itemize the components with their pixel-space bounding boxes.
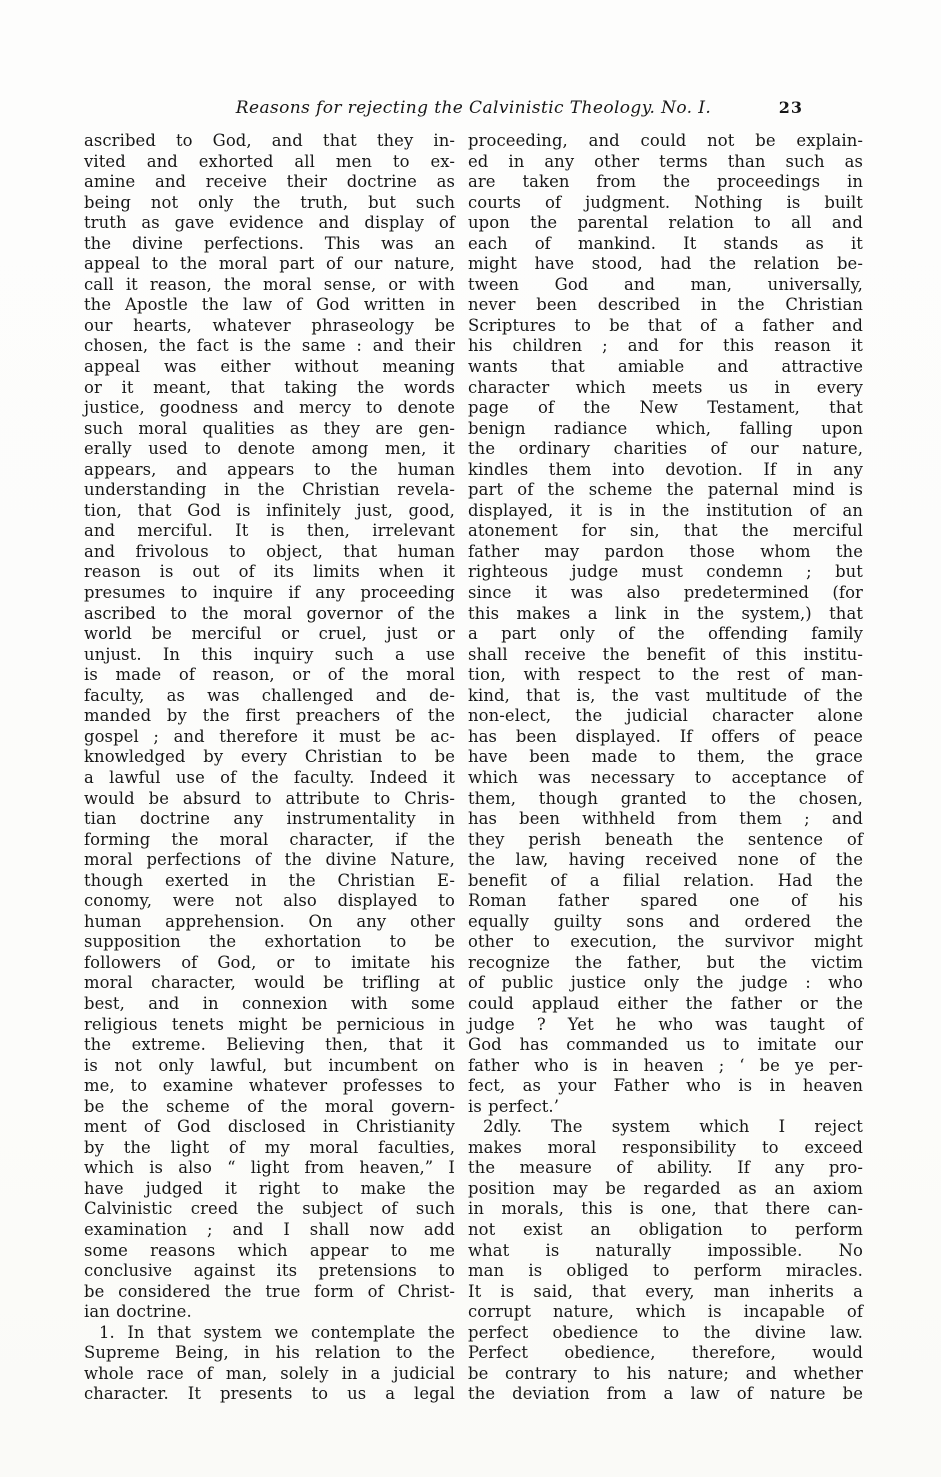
running-header	[84, 98, 863, 118]
text-line: world be merciful or cruel, just or	[84, 624, 455, 644]
text-line: character which meets us in every	[468, 377, 863, 397]
text-line: best, and in connexion with some	[84, 993, 455, 1013]
text-line: the Apostle the law of God written in	[84, 295, 455, 315]
text-line: each of mankind. It stands as it	[468, 233, 863, 253]
text-line: are taken from the proceedings in	[468, 172, 863, 192]
text-line: be contrary to his nature; and whether	[468, 1363, 863, 1383]
text-line: moral character, would be trifling at	[84, 973, 455, 993]
text-line: benefit of a filial relation. Had the	[468, 870, 863, 890]
text-line: appeal to the moral part of our nature,	[84, 254, 455, 274]
text-line: non-elect, the judicial character alone	[468, 706, 863, 726]
page-number: 23	[778, 98, 803, 117]
text-line: displayed, it is in the institution of an	[468, 500, 863, 520]
text-line: tion, that God is infinitely just, good,	[84, 500, 455, 520]
text-line: is made of reason, or of the moral	[84, 665, 455, 685]
text-line: the measure of ability. If any pro-	[468, 1158, 863, 1178]
text-line: recognize the father, but the victim	[468, 952, 863, 972]
text-line: page of the New Testament, that	[468, 398, 863, 418]
text-line: truth as gave evidence and display of	[84, 213, 455, 233]
text-line: corrupt nature, which is incapable of	[468, 1302, 863, 1322]
text-line: vited and exhorted all men to ex-	[84, 151, 455, 171]
text-line: knowledged by every Christian to be	[84, 747, 455, 767]
text-column-left	[84, 131, 455, 1405]
text-line: the divine perfections. This was an	[84, 233, 455, 253]
text-line: forming the moral character, if the	[84, 829, 455, 849]
text-line: reason is out of its limits when it	[84, 562, 455, 582]
text-line: is not only lawful, but incumbent on	[84, 1055, 455, 1075]
text-line: Scriptures to be that of a father and	[468, 315, 863, 335]
text-line: examination ; and I shall now add	[84, 1219, 455, 1239]
text-line: be the scheme of the moral govern-	[84, 1096, 455, 1116]
text-line: human apprehension. On any other	[84, 911, 455, 931]
text-line: religious tenets might be pernicious in	[84, 1014, 455, 1034]
text-line: ed in any other terms than such as	[468, 151, 863, 171]
text-line: some reasons which appear to me	[84, 1240, 455, 1260]
text-line: me, to examine whatever professes to	[84, 1076, 455, 1096]
text-line: courts of judgment. Nothing is built	[468, 192, 863, 212]
text-line: fect, as your Father who is in heaven	[468, 1076, 863, 1096]
text-line: since it was also predetermined (for	[468, 583, 863, 603]
text-line: kind, that is, the vast multitude of the	[468, 685, 863, 705]
text-line: Calvinistic creed the subject of such	[84, 1199, 455, 1219]
text-line: ian doctrine.	[84, 1302, 192, 1322]
text-line: in morals, this is one, that there can-	[468, 1199, 863, 1219]
text-line: conomy, were not also displayed to	[84, 891, 455, 911]
text-line: erally used to denote among men, it	[84, 439, 455, 459]
text-line: wants that amiable and attractive	[468, 357, 863, 377]
text-line: judge ? Yet he who was taught of	[468, 1014, 863, 1034]
text-line: call it reason, the moral sense, or with	[84, 274, 455, 294]
text-line: supposition the exhortation to be	[84, 932, 455, 952]
text-line: being not only the truth, but such	[84, 192, 455, 212]
text-line: whole race of man, solely in a judicial	[84, 1363, 455, 1383]
text-line: 1. In that system we contemplate the	[99, 1322, 455, 1342]
text-line: father who is in heaven ; ‘ be ye per-	[468, 1055, 863, 1075]
text-line: gospel ; and therefore it must be ac-	[84, 726, 455, 746]
text-line: father may pardon those whom the	[468, 541, 863, 561]
text-line: Supreme Being, in his relation to the	[84, 1343, 455, 1363]
text-line: ment of God disclosed in Christianity	[84, 1117, 455, 1137]
text-line: and merciful. It is then, irrelevant	[84, 521, 455, 541]
text-line: chosen, the fact is the same : and their	[84, 336, 455, 356]
text-line: appeal was either without meaning	[84, 357, 455, 377]
text-line: man is obliged to perform miracles.	[468, 1261, 863, 1281]
text-line: a part only of the offending family	[468, 624, 863, 644]
text-line: have been made to them, the grace	[468, 747, 863, 767]
text-line: position may be regarded as an axiom	[468, 1178, 863, 1198]
text-line: appears, and appears to the human	[84, 459, 455, 479]
text-line: not exist an obligation to perform	[468, 1219, 863, 1239]
text-line: never been described in the Christian	[468, 295, 863, 315]
text-line: by the light of my moral faculties,	[84, 1137, 455, 1157]
text-line: such moral qualities as they are gen-	[84, 418, 455, 438]
text-line: shall receive the benefit of this institu-	[468, 644, 863, 664]
text-line: might have stood, had the relation be-	[468, 254, 863, 274]
text-line: upon the parental relation to all and	[468, 213, 863, 233]
text-line: a lawful use of the faculty. Indeed it	[84, 767, 455, 787]
text-line: kindles them into devotion. If in any	[468, 459, 863, 479]
text-line: conclusive against its pretensions to	[84, 1261, 455, 1281]
text-line: God has commanded us to imitate our	[468, 1035, 863, 1055]
text-line: faculty, as was challenged and de-	[84, 685, 455, 705]
text-line: other to execution, the survivor might	[468, 932, 863, 952]
text-line: tian doctrine any instrumentality in	[84, 809, 455, 829]
text-line: would be absurd to attribute to Chris-	[84, 788, 455, 808]
text-line: justice, goodness and mercy to denote	[84, 398, 455, 418]
text-line: have judged it right to make the	[84, 1178, 455, 1198]
text-line: which is also “ light from heaven,” I	[84, 1158, 455, 1178]
text-columns	[84, 131, 863, 1405]
text-line: followers of God, or to imitate his	[84, 952, 455, 972]
text-line: character. It presents to us a legal	[84, 1384, 455, 1404]
text-line: be considered the true form of Christ-	[84, 1281, 455, 1301]
text-line: his children ; and for this reason it	[468, 336, 863, 356]
text-line: what is naturally impossible. No	[468, 1240, 863, 1260]
text-line: amine and receive their doctrine as	[84, 172, 455, 192]
text-line: Roman father spared one of his	[468, 891, 863, 911]
text-line: atonement for sin, that the merciful	[468, 521, 863, 541]
text-line: ascribed to the moral governor of the	[84, 603, 455, 623]
text-line: the law, having received none of the	[468, 850, 863, 870]
text-line: part of the scheme the paternal mind is	[468, 480, 863, 500]
text-line: of public justice only the judge : who	[468, 973, 863, 993]
text-line: tween God and man, universally,	[468, 274, 863, 294]
text-line: which was necessary to acceptance of	[468, 767, 863, 787]
text-line: has been displayed. If offers of peace	[468, 726, 863, 746]
text-line: or it meant, that taking the words	[84, 377, 455, 397]
text-line: Perfect obedience, therefore, would	[468, 1343, 863, 1363]
text-line: this makes a link in the system,) that	[468, 603, 863, 623]
text-line: understanding in the Christian revela-	[84, 480, 455, 500]
text-line: is perfect.’	[468, 1096, 560, 1116]
text-line: moral perfections of the divine Nature,	[84, 850, 455, 870]
text-line: tion, with respect to the rest of man-	[468, 665, 863, 685]
text-line: perfect obedience to the divine law.	[468, 1322, 863, 1342]
text-line: equally guilty sons and ordered the	[468, 911, 863, 931]
text-line: the extreme. Believing then, that it	[84, 1035, 455, 1055]
text-line: though exerted in the Christian E-	[84, 870, 455, 890]
text-line: has been withheld from them ; and	[468, 809, 863, 829]
text-line: they perish beneath the sentence of	[468, 829, 863, 849]
text-column-right	[468, 131, 863, 1405]
text-line: manded by the first preachers of the	[84, 706, 455, 726]
text-line: makes moral responsibility to exceed	[468, 1137, 863, 1157]
text-line: the ordinary charities of our nature,	[468, 439, 863, 459]
text-line: the deviation from a law of nature be	[468, 1384, 863, 1404]
text-line: benign radiance which, falling upon	[468, 418, 863, 438]
text-line: 2dly. The system which I reject	[483, 1117, 863, 1137]
text-line: righteous judge must condemn ; but	[468, 562, 863, 582]
text-line: our hearts, whatever phraseology be	[84, 315, 455, 335]
text-line: could applaud either the father or the	[468, 993, 863, 1013]
text-line: ascribed to God, and that they in-	[84, 131, 455, 150]
text-line: them, though granted to the chosen,	[468, 788, 863, 808]
text-line: It is said, that every, man inherits a	[468, 1281, 863, 1301]
text-line: and frivolous to object, that human	[84, 541, 455, 561]
page-title: Reasons for rejecting the Calvinistic Theology. No. I.	[235, 98, 712, 118]
text-line: presumes to inquire if any proceeding	[84, 583, 455, 603]
text-line: proceeding, and could not be explain-	[468, 131, 863, 150]
text-line: unjust. In this inquiry such a use	[84, 644, 455, 664]
